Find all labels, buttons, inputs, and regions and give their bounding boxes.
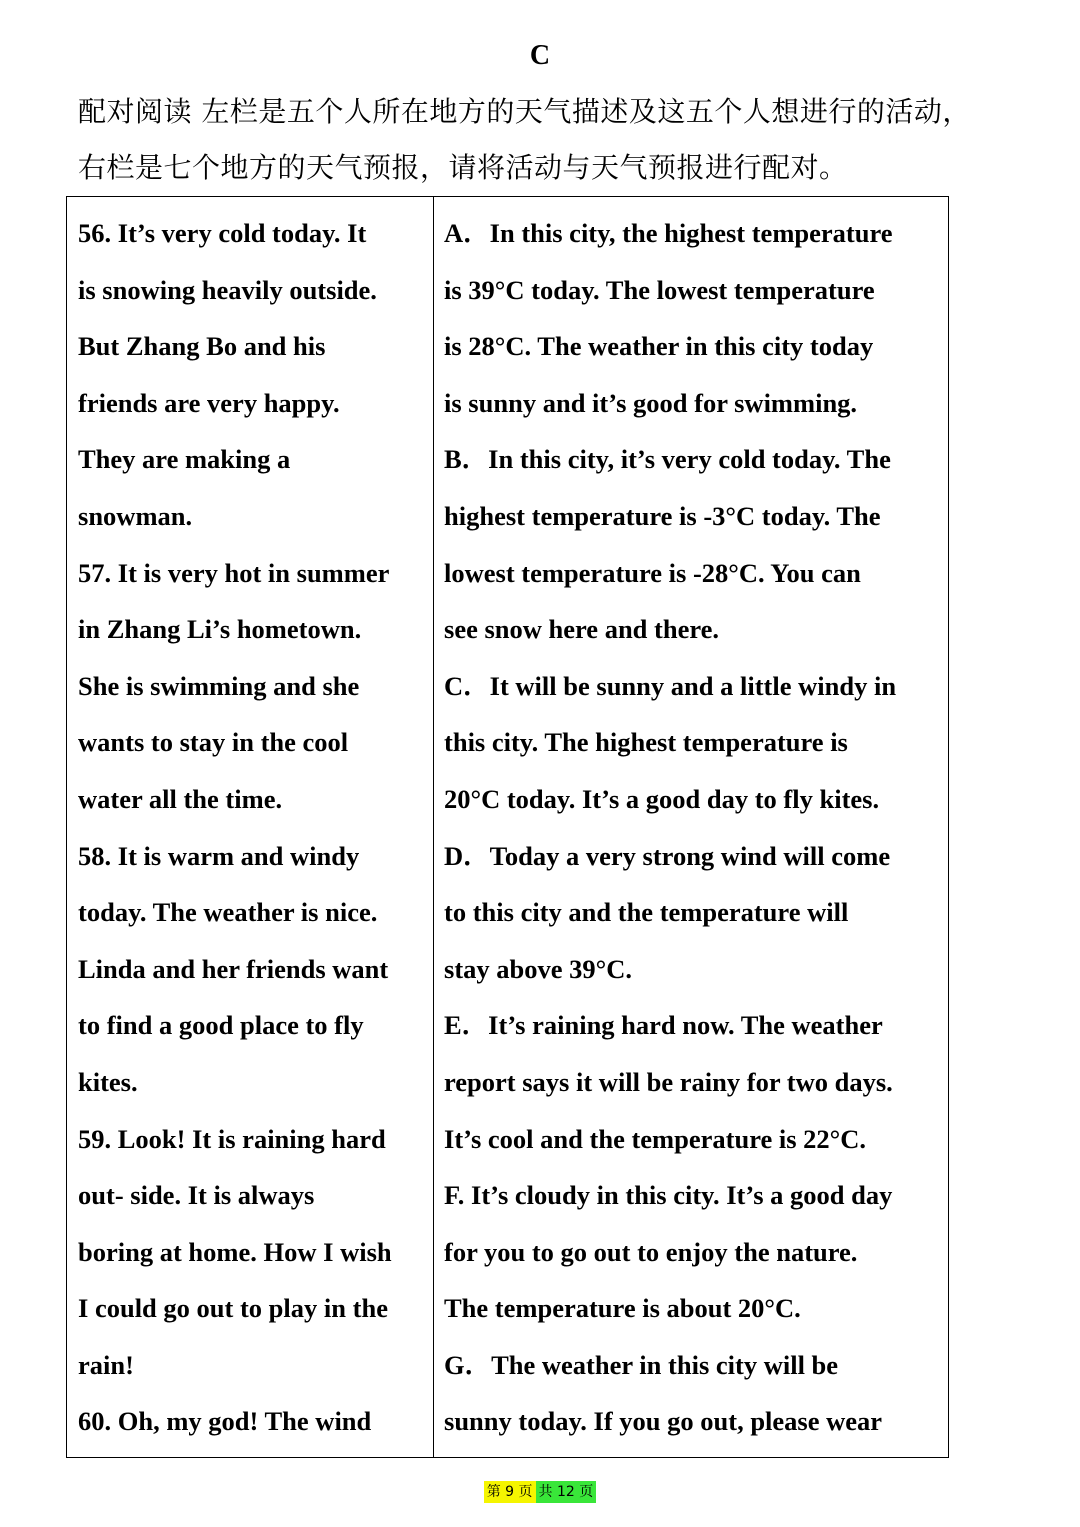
forecast-line: A．In this city, the highest temperature [444,218,893,248]
situation-line: But Zhang Bo and his [78,331,326,362]
section-heading: C [529,40,551,71]
situation-line: Linda and her friends want [78,953,389,984]
forecast-line: F. It’s cloudy in this city. It’s a good day [444,1180,893,1211]
forecast-line: E．It’s raining hard now. The weather [444,1010,883,1041]
forecast-line: G．The weather in this city will be [444,1349,839,1380]
forecast-line: It’s cool and the temperature is 22°C. [444,1123,867,1154]
forecast-line: highest temperature is -3°C today. The [444,500,881,531]
situation-line: I could go out to play in the [78,1293,388,1324]
forecast-line: lowest temperature is -28°C. You can [444,557,861,588]
forecast-line: to this city and the temperature will [444,897,849,928]
situation-line: wants to stay in the cool [78,727,349,758]
forecast-line: this city. The highest temperature is [444,727,848,758]
page-number-label: 第 9 页 [484,1481,536,1503]
column-divider [433,197,434,1457]
instructions-line: 右栏是七个地方的天气预报，请将活动与天气预报进行配对。 [78,151,848,184]
situation-line: 59. Look! It is raining hard [78,1123,386,1154]
situation-line: 57. It is very hot in summer [78,557,390,588]
page-total-label: 共 12 页 [536,1481,597,1503]
situation-line: out- side. It is always [78,1180,315,1211]
situation-line: to find a good place to fly [78,1010,364,1041]
forecast-line: see snow here and there. [444,614,720,645]
situation-line: snowman. [78,500,193,531]
situation-line: rain! [78,1349,134,1380]
situation-line: water all the time. [78,783,283,814]
forecast-line: is 28°C. The weather in this city today [444,331,874,362]
forecast-line: sunny today. If you go out, please wear [444,1406,883,1437]
situation-line: They are making a [78,444,291,475]
situation-line: boring at home. How I wish [78,1236,392,1267]
forecast-line: C．It will be sunny and a little windy in [444,670,897,701]
forecast-line: D．Today a very strong wind will come [444,840,891,871]
left-column-situations [78,205,428,1450]
instructions-line: 配对阅读 左栏是五个人所在地方的天气描述及这五个人想进行的活动， [78,95,971,128]
forecast-line: stay above 39°C. [444,953,632,984]
instructions-paragraph [78,84,1018,196]
forecast-line: report says it will be rainy for two days. [444,1066,893,1097]
forecast-line: is sunny and it’s good for swimming. [444,387,858,418]
matching-table [66,196,949,1458]
forecast-line: for you to go out to enjoy the nature. [444,1236,858,1267]
situation-line: 60. Oh, my god! The wind [78,1406,372,1437]
forecast-line: The temperature is about 20°C. [444,1293,801,1324]
situation-line: today. The weather is nice. [78,897,378,928]
situation-line: 56. It’s very cold today. It [78,218,367,248]
page-footer [0,1481,1080,1503]
situation-line: friends are very happy. [78,387,340,418]
situation-line: She is swimming and she [78,670,360,701]
situation-line: 58. It is warm and windy [78,840,360,871]
situation-line: kites. [78,1066,138,1097]
forecast-line: B．In this city, it’s very cold today. The [444,444,891,475]
situation-line: in Zhang Li’s hometown. [78,614,362,645]
forecast-line: is 39°C today. The lowest temperature [444,274,875,305]
right-column-forecasts [444,205,944,1450]
forecast-line: 20°C today. It’s a good day to fly kites. [444,783,880,814]
situation-line: is snowing heavily outside. [78,274,377,305]
